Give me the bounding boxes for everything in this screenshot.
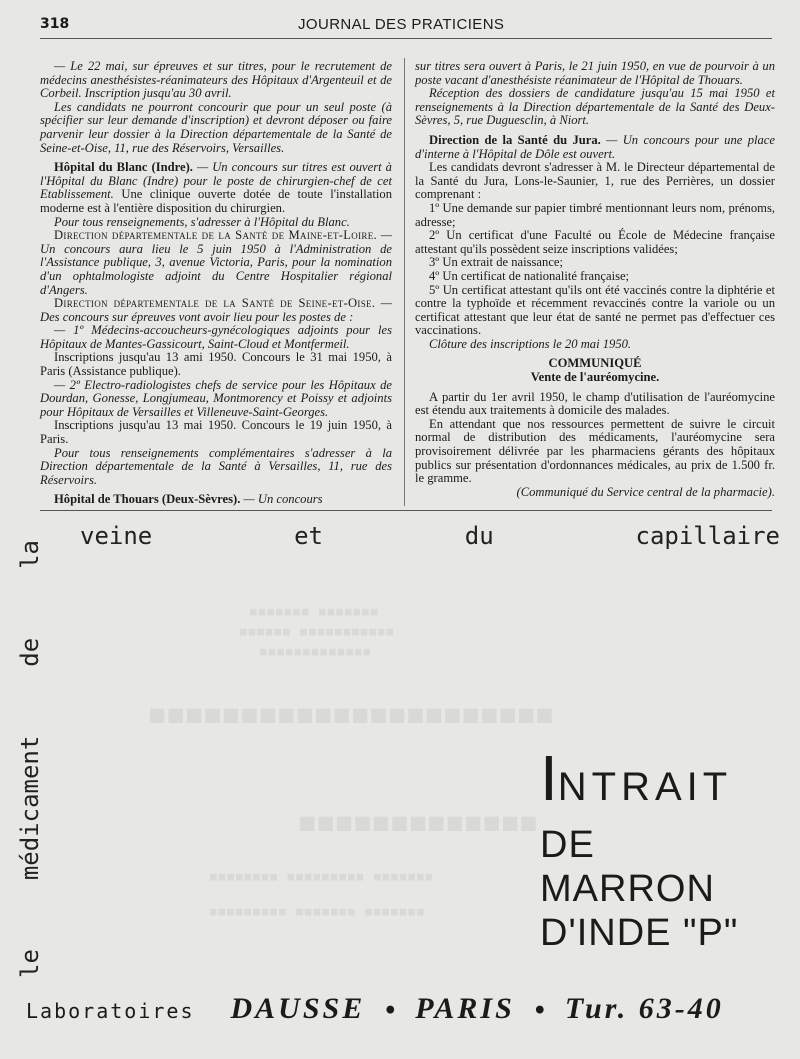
bottom-rule (40, 510, 772, 511)
thouars-text: — Un concours (240, 492, 323, 507)
maine-paragraph (40, 229, 392, 297)
seine-item-1-inscriptions: Inscriptions jusqu'au 13 ami 1950. Concours le 31 mai 1950, à Paris (Assistance publique). (40, 350, 392, 379)
communique-paragraph-1: A partir du 1er avril 1950, le champ d'utilisation de l'auréomycine est étendu aux traitements à domicile des malades. (415, 389, 775, 418)
seine-text: — Des concours sur épreuves vont avoir lieu pour les postes de : (40, 296, 392, 324)
thouars-paragraph (40, 493, 392, 507)
candidates-paragraph: Les candidats ne pourront concourir que pour un seul poste (à spécifier sur leur demande d'inscription) et devront déposer ou faire parvenir leur dossier à la Direction départementale de la Santé de Seine-et-Oise, 11, rue des Réservoirs, Versailles. (40, 99, 392, 155)
ad-vertical-text: le médicament de la (16, 540, 44, 978)
communique-paragraph-2: En attendant que nos ressources permettent de suivre le circuit normal de distribution des médicaments, l'auréomycine sera provisoirement délivrée par les pharmaciens gérants des hôpitaux publics sur présentation d'ordonnances médicales, au prix de 1.500 fr. le gramme. (415, 416, 775, 486)
ad-word-2: et (294, 522, 323, 550)
product-line-2: DE MARRON (540, 824, 715, 910)
thouars-heading: Hôpital de Thouars (Deux-Sèvres). (54, 492, 241, 507)
blanc-paragraph (40, 161, 392, 215)
jura-item-3: 3º Un extrait de naissance; (429, 255, 563, 270)
running-title: JOURNAL DES PRATICIENS (298, 16, 505, 33)
communique-subtitle: Vente de l'auréomycine. (530, 370, 660, 385)
ad-top-line (80, 522, 780, 550)
ad-word-3: du (464, 522, 494, 550)
footer-city: PARIS (415, 992, 515, 1025)
jura-cloture: Clôture des inscriptions le 20 mai 1950. (429, 336, 632, 351)
footer-separator: • (383, 998, 398, 1024)
jura-paragraph (415, 134, 775, 161)
communique-title: COMMUNIQUÉ (548, 356, 642, 371)
thouars-reception: Réception des dossiers de candidature jusqu'au 15 mai 1950 et renseignements à la Direction départementale de la Santé des Deux-Sèvres, 5, rue Duguesclin, à Niort. (415, 86, 775, 128)
seine-info: Pour tous renseignements complémentaires s'adresser à la Direction départementale de la Santé à Versailles, 11, rue des Réservoirs. (40, 445, 392, 487)
maine-heading: Direction départementale de la Santé de Maine-et-Loire. (54, 228, 377, 243)
seine-paragraph (40, 297, 392, 324)
header-rule (40, 38, 772, 39)
footer-brand: DAUSSE (230, 992, 366, 1025)
jura-text: — Un concours pour une place d'interne à l'Hôpital de Dôle est ouvert. (415, 132, 775, 161)
ad-word-1: veine (80, 522, 153, 550)
communique-source: (Communiqué du Service central de la pharmacie). (516, 484, 775, 499)
blanc-text-2: Une clinique ouverte dotée de toute l'installation moderne est à l'entière disposition du chirurgien. (40, 187, 392, 215)
product-name (540, 742, 780, 955)
product-line-3: D'INDE "P" (540, 912, 739, 954)
seine-heading: Direction départementale de la Santé de Seine-et-Oise. (54, 296, 376, 311)
column-divider (404, 58, 405, 506)
jura-candidates: Les candidats devront s'adresser à M. le Directeur départemental de la Santé du Jura, Lons-le-Saunier, 1, rue des Perrières, un dossier comprenant : (415, 160, 775, 202)
blanc-info: Pour tous renseignements, s'adresser à l'Hôpital du Blanc. (54, 214, 350, 229)
seine-item-2-inscriptions: Inscriptions jusqu'au 13 mai 1950. Concours le 19 juin 1950, à Paris. (40, 418, 392, 447)
thouars-continuation: sur titres sera ouvert à Paris, le 21 juin 1950, en vue de pourvoir à un poste vacant d'anesthésiste réanimateur de l'Hôpital de Thouars. (415, 59, 775, 87)
jura-item-2: 2º Un certificat d'une Faculté ou École de Médecine française attestant qu'ils possèdent seize inscriptions validées; (415, 228, 775, 256)
page-number: 318 (40, 16, 70, 32)
argenteuil-paragraph: — Le 22 mai, sur épreuves et sur titres, pour le recrutement de médecins anesthésistes-réanimateurs des Hôpitaux d'Argenteuil et de Corbeil. Inscription jusqu'au 30 avril. (40, 59, 392, 101)
ad-word-4: capillaire (635, 522, 780, 550)
seine-item-2: — 2º Electro-radiologistes chefs de service pour les Hôpitaux de Dourdan, Gonesse, Longjumeau, Montmorency et Poissy et adjoints pour Hôpitaux de Versailles et Villeneuve-Saint-Georges. (40, 377, 392, 419)
footer-separator: • (532, 998, 547, 1024)
maine-text: — Un concours aura lieu le 5 juin 1950 à l'Administration de l'Assistance publique, 3, avenue Victoria, Paris, pour la nomination d'un ophtalmologiste adjoint du Centre Hospitalier régional d'Angers. (40, 228, 392, 297)
footer-laboratoires: Laboratoires (26, 999, 195, 1023)
blanc-text: — Un concours sur titres est ouvert à l'Hôpital du Blanc (Indre) pour le poste de chirurgien-chef de cet Etablissement. (40, 160, 392, 202)
blanc-heading: Hôpital du Blanc (Indre). (54, 160, 193, 175)
product-line-1: NTRAIT (557, 765, 733, 809)
ad-footer (26, 992, 778, 1028)
jura-heading: Direction de la Santé du Jura. (429, 132, 601, 147)
right-column (415, 60, 775, 499)
jura-item-4: 4º Un certificat de nationalité française; (429, 268, 630, 283)
footer-phone: Tur. 63-40 (564, 992, 724, 1025)
left-column (40, 60, 392, 507)
seine-item-1: — 1º Médecins-accoucheurs-gynécologiques adjoints pour les Hôpitaux de Mantes-Gassicourt, Saint-Cloud et Montfermeil. (40, 323, 392, 351)
product-initial: I (540, 742, 558, 814)
jura-item-5: 5º Un certificat attestant qu'ils ont été vaccinés contre la diphtérie et contre la typhoïde et récemment revaccinés contre la variole ou un certificat attestant que leur état de santé ne permet pas d'effectuer ces vaccinations. (415, 282, 775, 338)
jura-item-1: 1º Une demande sur papier timbré mentionnant leurs nom, prénoms, adresse; (415, 200, 775, 229)
